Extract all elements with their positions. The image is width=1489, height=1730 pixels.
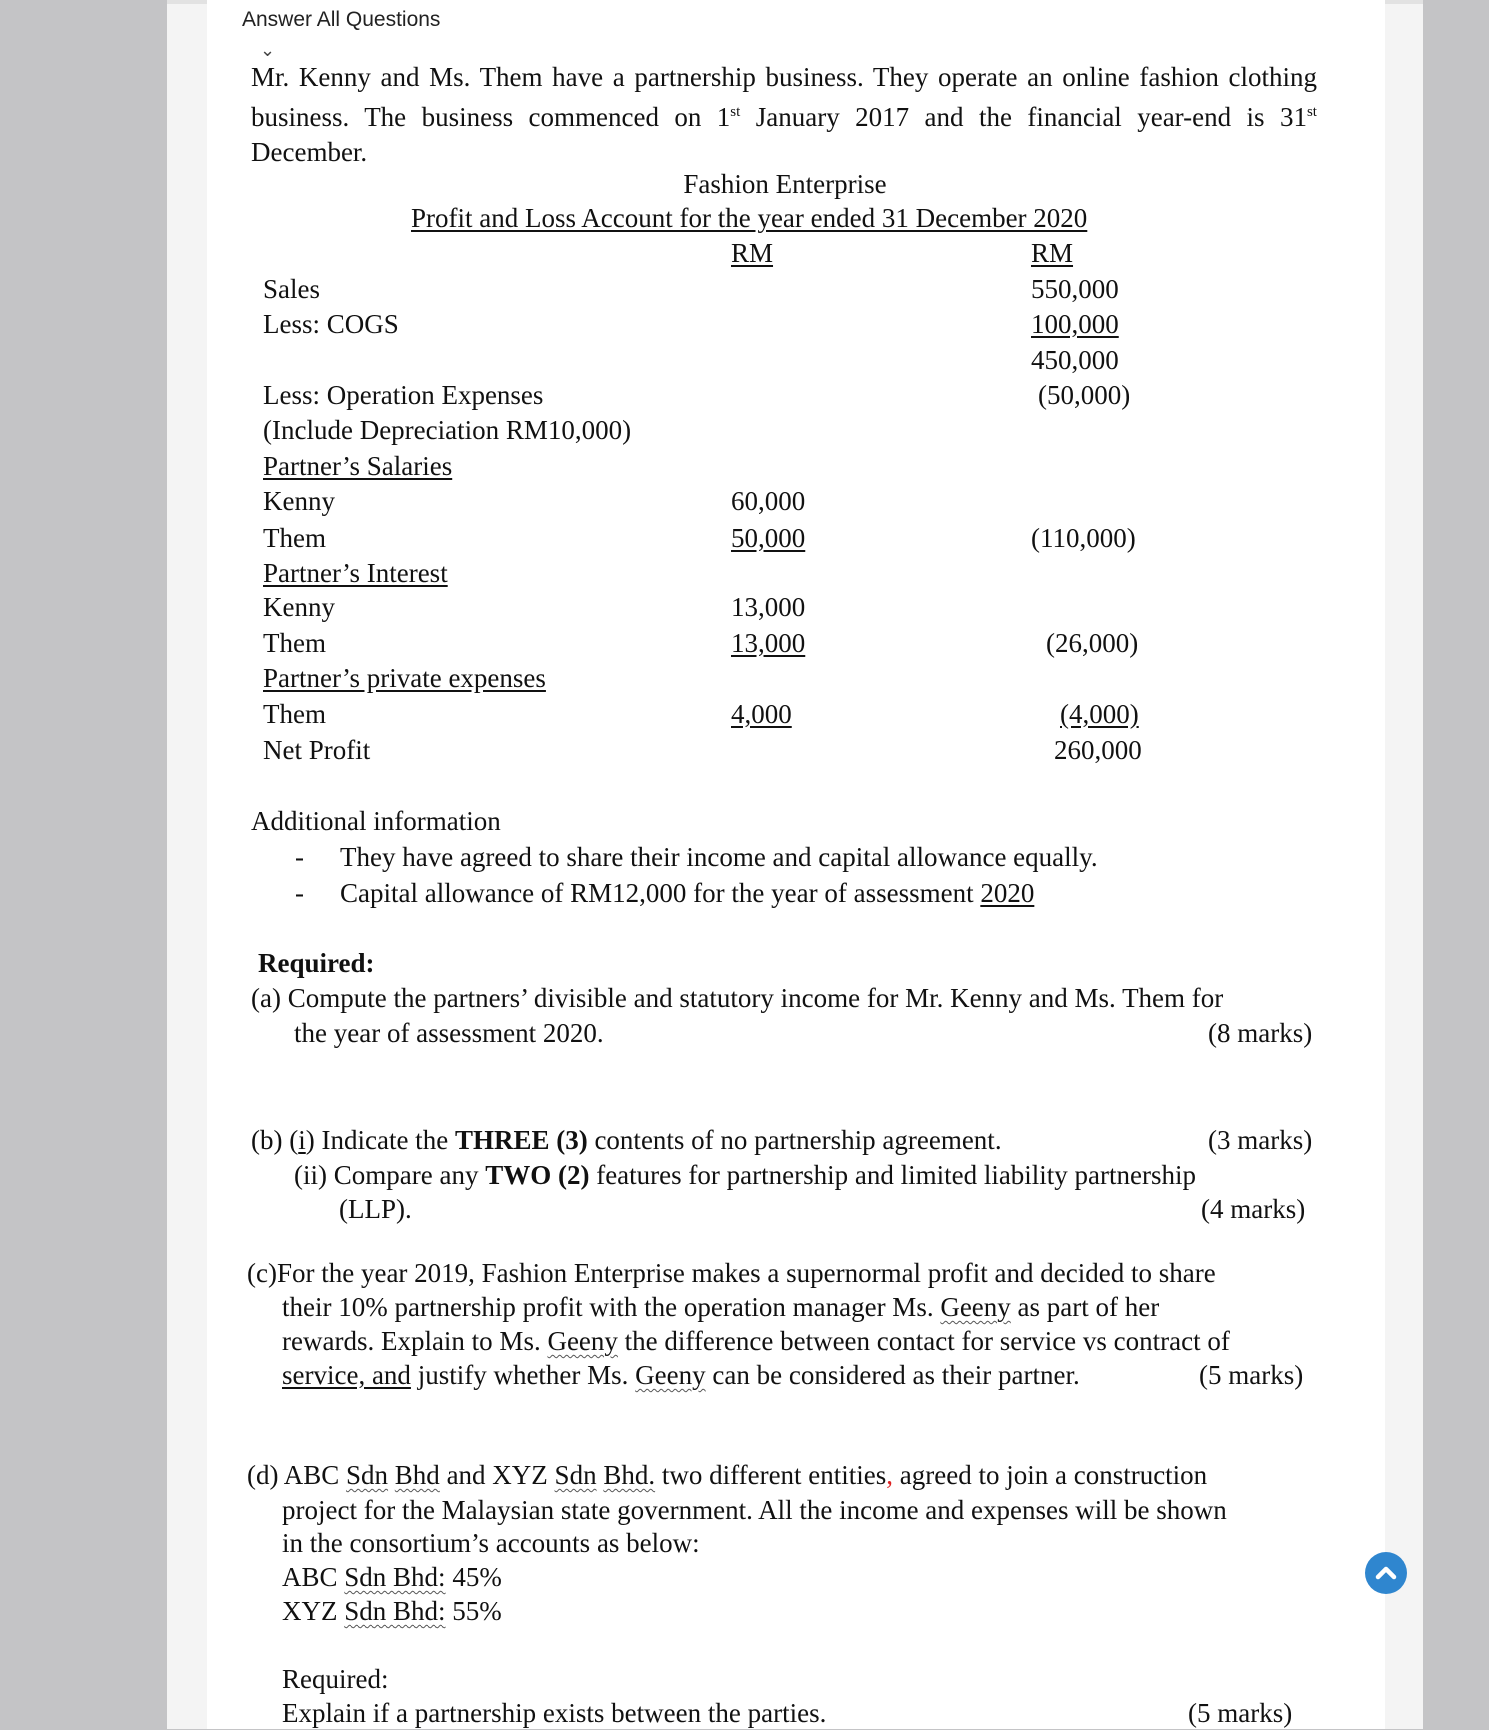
salary-them-value: 50,000	[731, 523, 806, 553]
required-title: Required:	[258, 948, 375, 978]
chevron-up-icon	[1373, 1560, 1399, 1586]
question-b-ii-marks: (4 marks)	[1201, 1194, 1306, 1224]
private-them-value: 4,000	[731, 699, 792, 729]
question-a-marks: (8 marks)	[1208, 1018, 1313, 1048]
question-a-line1: (a) Compute the partners’ divisible and statutory income for Mr. Kenny and Ms. Them for	[251, 983, 1224, 1013]
share-xyz: XYZ Sdn Bhd: 55%	[282, 1596, 502, 1626]
question-b-ii-line1: (ii) Compare any TWO (2) features for partnership and limited liability partnership	[294, 1160, 1197, 1190]
question-c-line2: their 10% partnership profit with the operation manager Ms. Geeny as part of her	[282, 1292, 1160, 1322]
additional-item-2: Capital allowance of RM12,000 for the year of assessment 2020	[340, 878, 1035, 908]
row-sales-label: Sales	[263, 274, 320, 304]
question-d-required: Required:	[282, 1664, 389, 1694]
salary-kenny-label: Kenny	[263, 486, 335, 516]
question-b-i-marks: (3 marks)	[1208, 1125, 1313, 1155]
salary-them-label: Them	[263, 523, 326, 553]
private-expenses-heading: Partner’s private expenses	[263, 663, 546, 693]
col2-header: RM	[1031, 238, 1074, 268]
additional-info-title: Additional information	[251, 806, 501, 836]
question-a-line2: the year of assessment 2020.	[294, 1018, 604, 1048]
question-c-marks: (5 marks)	[1199, 1360, 1304, 1390]
interest-total-value: (26,000)	[1046, 628, 1139, 658]
text-cursor-mark: ⌄	[260, 40, 276, 60]
share-abc: ABC Sdn Bhd: 45%	[282, 1562, 502, 1592]
row-sales-value: 550,000	[1031, 274, 1119, 304]
question-b-i: (b) (i) Indicate the THREE (3) contents of no partnership agreement.	[251, 1125, 1002, 1155]
question-d-line1: (d) ABC Sdn Bhd and XYZ Sdn Bhd. two different entities, agreed to join a construction	[247, 1460, 1208, 1490]
row-depreciation-label: (Include Depreciation RM10,000)	[263, 415, 632, 445]
net-profit-value: 260,000	[1054, 735, 1142, 765]
net-profit-label: Net Profit	[263, 735, 371, 765]
statement-title: Profit and Loss Account for the year ended 31 December 2020	[411, 203, 1088, 233]
row-gross-value: 450,000	[1031, 345, 1119, 375]
bullet-1: -	[295, 842, 304, 872]
row-cogs-value: 100,000	[1031, 309, 1119, 339]
private-them-label: Them	[263, 699, 326, 729]
interest-kenny-value: 13,000	[731, 592, 806, 622]
bullet-2: -	[295, 878, 304, 908]
question-c-line4: service, and justify whether Ms. Geeny can be considered as their partner.	[282, 1360, 1080, 1390]
col1-header: RM	[731, 238, 774, 268]
question-d-line3: in the consortium’s accounts as below:	[282, 1528, 700, 1558]
salaries-heading: Partner’s Salaries	[263, 451, 453, 481]
interest-them-value: 13,000	[731, 628, 806, 658]
question-c-line1: (c)For the year 2019, Fashion Enterprise makes a supernormal profit and decided to share	[247, 1258, 1216, 1288]
row-opex-value: (50,000)	[1038, 380, 1131, 410]
question-c-line3: rewards. Explain to Ms. Geeny the difference between contact for service vs contract of	[282, 1326, 1230, 1356]
interest-kenny-label: Kenny	[263, 592, 335, 622]
intro-paragraph: Mr. Kenny and Ms. Them have a partnership business. They operate an online fashion clothing business. The business commenced on 1st January 2017 and the financial year-end is 31st December.	[251, 62, 1317, 167]
question-d-marks: (5 marks)	[1188, 1698, 1293, 1728]
question-d-task: Explain if a partnership exists between the parties.	[282, 1698, 827, 1728]
additional-item-1: They have agreed to share their income and capital allowance equally.	[340, 842, 1098, 872]
question-d-line2: project for the Malaysian state government. All the income and expenses will be shown	[282, 1495, 1227, 1525]
question-b-ii-line2: (LLP).	[339, 1194, 412, 1224]
scroll-top-button[interactable]	[1365, 1552, 1407, 1594]
row-cogs-label: Less: COGS	[263, 309, 399, 339]
row-opex-label: Less: Operation Expenses	[263, 380, 544, 410]
private-total-value: (4,000)	[1060, 699, 1139, 729]
company-name: Fashion Enterprise	[683, 169, 887, 199]
interest-them-label: Them	[263, 628, 326, 658]
salaries-total-value: (110,000)	[1031, 523, 1136, 553]
page-header: Answer All Questions	[242, 8, 441, 31]
interest-heading: Partner’s Interest	[263, 558, 448, 588]
salary-kenny-value: 60,000	[731, 486, 806, 516]
